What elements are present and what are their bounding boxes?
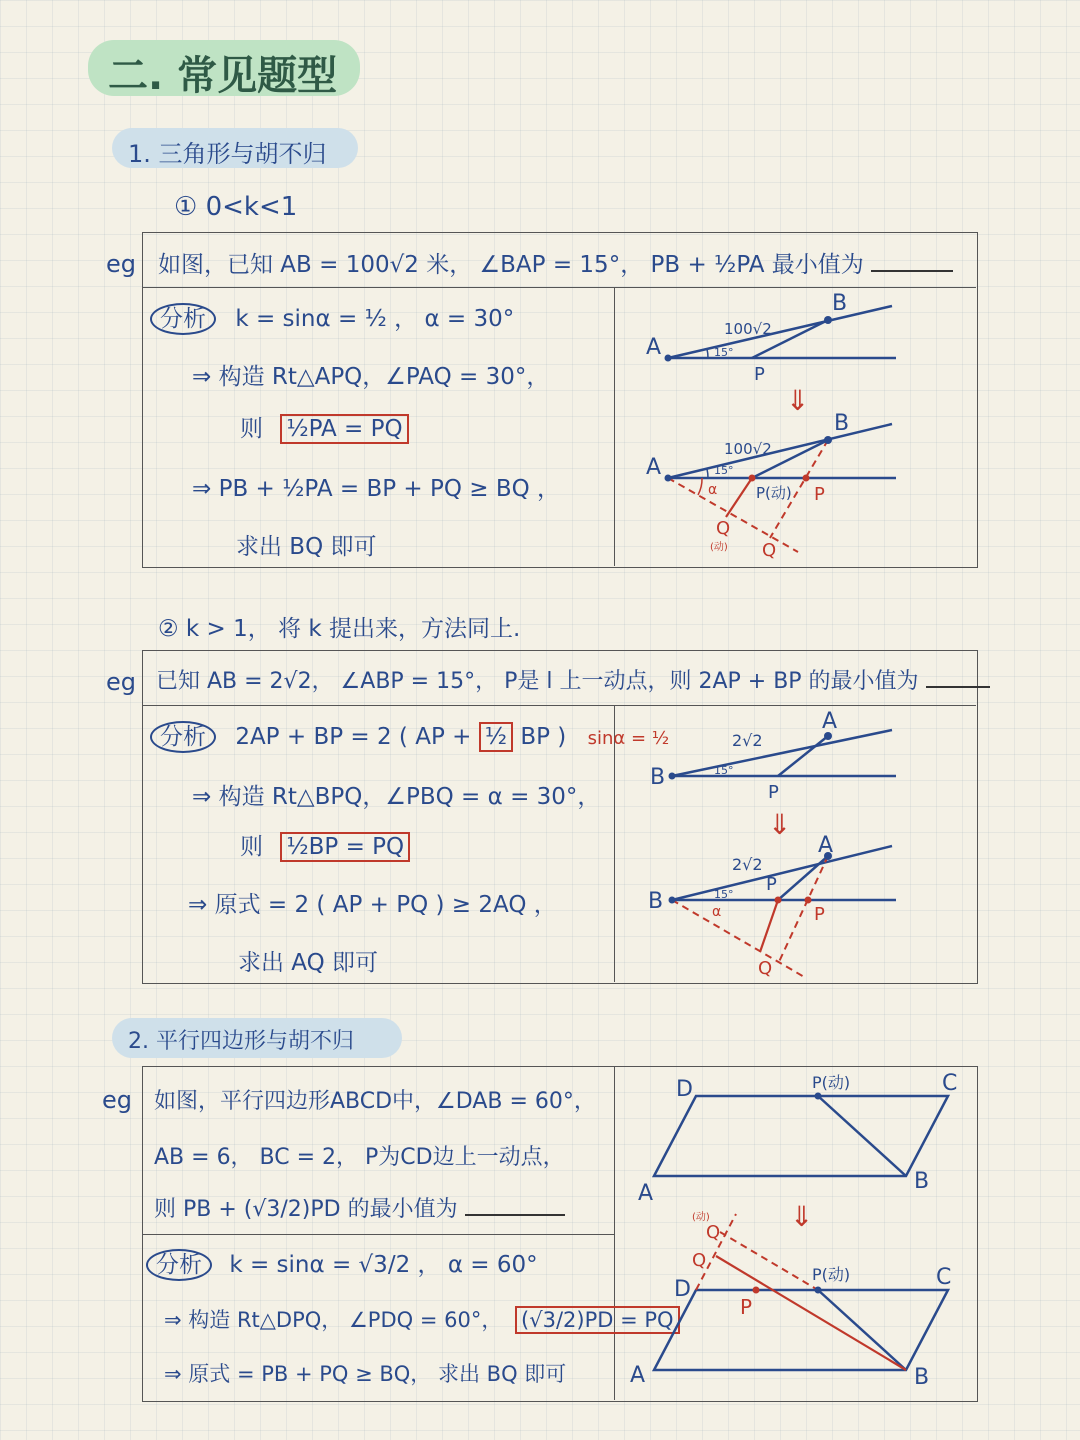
fig2a-label-A: A	[822, 709, 838, 734]
fig1a-length: 100√2	[724, 320, 772, 338]
fig2b-label-P: P	[814, 904, 825, 925]
example3-divider	[142, 1234, 614, 1235]
fig1a-label-B: B	[832, 291, 848, 316]
fig2a-label-B: B	[650, 765, 666, 790]
example2-question	[156, 664, 990, 695]
example2-coefficient: ½	[479, 722, 513, 752]
example2-sine-note: sinα = ½	[587, 728, 670, 749]
example1-step2: ⇒ 构造 Rt△APQ，∠PAQ = 30°，	[192, 364, 550, 390]
fig3b-label-Q-moving: Q	[706, 1222, 721, 1243]
example2-step5: 求出 AQ 即可	[238, 950, 379, 976]
example2-step1	[150, 718, 669, 751]
fig3b-label-C: C	[936, 1265, 952, 1290]
example1-step3	[240, 410, 409, 443]
example3-question-line1: 如图，平行四边形ABCD中，∠DAB = 60°，	[154, 1089, 596, 1114]
answer-blank-3	[465, 1194, 565, 1216]
subsection1-title: 1. 三角形与胡不归	[128, 140, 327, 168]
fig3a-label-D: D	[676, 1077, 693, 1102]
answer-blank-2	[926, 666, 990, 688]
case2-label: ② k > 1， 将 k 提出来，方法同上.	[158, 616, 521, 642]
example3-step1-text: k = sinα = √3/2 ， α = 60°	[229, 1252, 538, 1278]
eg-label-3: eg	[102, 1086, 132, 1114]
example1-step1-text: k = sinα = ½ ， α = 30°	[235, 306, 515, 332]
example3-step2	[164, 1304, 680, 1334]
example1-key-equation: ½PA = PQ	[280, 414, 408, 444]
example1-step5: 求出 BQ 即可	[236, 534, 377, 560]
eg-label-1: eg	[106, 250, 136, 278]
section-title: 二. 常见题型	[108, 53, 338, 99]
fig3-arrow: ⇓	[790, 1200, 814, 1233]
fig1b-label-A: A	[646, 455, 662, 480]
fig1b-length: 100√2	[724, 440, 772, 458]
fig2b-label-Q: Q	[758, 958, 773, 979]
fig2b-label-P-top: P	[766, 874, 777, 895]
fig1b-label-Q-moving-sub: (动)	[710, 542, 728, 553]
analysis-tag-3: 分析	[146, 1249, 212, 1281]
fig3a-label-B: B	[914, 1169, 930, 1194]
fig2b-label-B: B	[648, 889, 664, 914]
example2-key-equation: ½BP = PQ	[280, 832, 410, 862]
fig3a-label-C: C	[942, 1071, 958, 1096]
eg-label-2: eg	[106, 668, 136, 696]
example2-step1-post: BP )	[520, 724, 567, 750]
fig1b-angle: 15°	[714, 464, 734, 477]
fig3b-label-B: B	[914, 1365, 930, 1390]
fig3b-label-P-moving: P(动)	[812, 1265, 851, 1284]
fig2a-angle: 15°	[714, 764, 734, 777]
case1-label: ① 0<k<1	[174, 192, 298, 222]
example2-step2: ⇒ 构造 Rt△BPQ，∠PBQ = α = 30°，	[192, 784, 601, 810]
analysis-tag-2: 分析	[150, 721, 216, 753]
example3-question-line3-text: 则 PB + (√3/2)PD 的最小值为	[154, 1197, 458, 1222]
example2-step1-pre: 2AP + BP = 2 ( AP +	[235, 724, 472, 750]
fig1b-alpha: α	[708, 482, 718, 498]
example3-step1	[146, 1246, 538, 1279]
fig3b-label-Q-moving-sub: (动)	[692, 1212, 710, 1223]
fig1a-label-P: P	[754, 364, 765, 385]
fig2b-label-A: A	[818, 833, 834, 858]
example3-figure	[616, 1068, 974, 1398]
example1-question-text: 如图，已知 AB = 100√2 米， ∠BAP = 15°， PB + ½PA 最小值为	[158, 252, 864, 278]
fig3b-label-A: A	[630, 1363, 646, 1388]
fig3b-label-D: D	[674, 1277, 691, 1302]
answer-blank-1	[871, 250, 953, 272]
example1-column-divider	[614, 287, 615, 566]
example3-step3: ⇒ 原式 = PB + PQ ≥ BQ， 求出 BQ 即可	[164, 1362, 567, 1386]
example1-step1	[150, 300, 514, 333]
fig1a-angle: 15°	[714, 346, 734, 359]
fig2b-alpha: α	[712, 904, 722, 920]
example2-figure	[616, 706, 974, 980]
fig1-arrow: ⇓	[786, 384, 810, 417]
example2-step3	[240, 828, 410, 861]
subsection2-title: 2. 平行四边形与胡不归	[128, 1029, 354, 1054]
example2-step4: ⇒ 原式 = 2 ( AP + PQ ) ≥ 2AQ ，	[188, 892, 557, 918]
example3-question-line2: AB = 6， BC = 2， P为CD边上一动点，	[154, 1145, 565, 1170]
example3-question-line3	[154, 1192, 565, 1223]
fig2b-angle: 15°	[714, 888, 734, 901]
example2-question-text: 已知 AB = 2√2， ∠ABP = 15°， P是 l 上一动点，则 2AP + BP 的最小值为	[156, 669, 919, 694]
fig1b-label-Q: Q	[762, 540, 777, 561]
fig1b-label-P-moving: P(动)	[756, 484, 792, 502]
example1-step4: ⇒ PB + ½PA = BP + PQ ≥ BQ ，	[192, 476, 561, 502]
example3-step2-text: ⇒ 构造 Rt△DPQ， ∠PDQ = 60°，	[164, 1308, 503, 1332]
example3-key-equation: (√3/2)PD = PQ	[515, 1306, 680, 1334]
analysis-tag-1: 分析	[150, 303, 216, 335]
fig1b-label-B: B	[834, 411, 850, 436]
fig3b-label-P: P	[740, 1295, 753, 1319]
fig2a-label-P: P	[768, 782, 779, 803]
fig2a-length: 2√2	[732, 731, 763, 750]
fig1a-label-A: A	[646, 335, 662, 360]
example1-step3-prefix: 则	[240, 416, 263, 442]
fig3b-label-Q: Q	[692, 1250, 707, 1271]
fig2-arrow: ⇓	[768, 808, 792, 841]
fig2b-length: 2√2	[732, 855, 763, 874]
example3-column-divider	[614, 1066, 615, 1400]
example1-figure	[616, 288, 974, 564]
fig1b-label-Q-moving: Q	[716, 518, 731, 539]
example2-step3-prefix: 则	[240, 834, 263, 860]
fig3a-label-P: P(动)	[812, 1073, 851, 1092]
example1-question	[158, 246, 953, 279]
fig3a-label-A: A	[638, 1181, 654, 1206]
fig1b-label-P: P	[814, 484, 825, 505]
